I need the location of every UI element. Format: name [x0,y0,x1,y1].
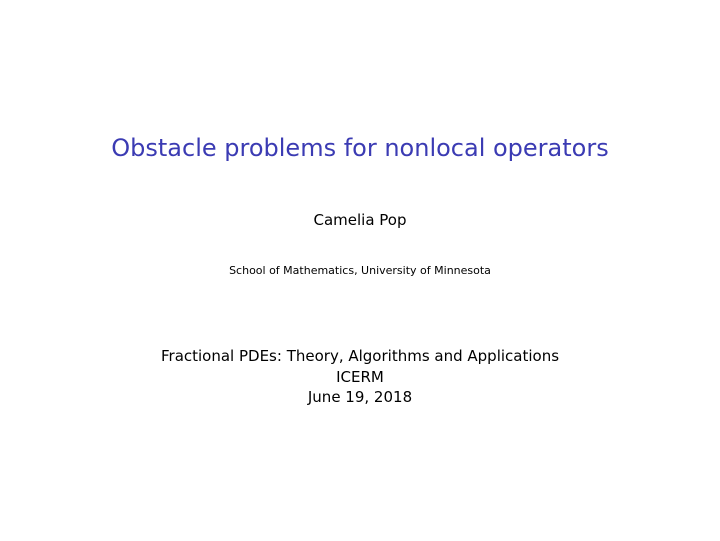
slide-title: Obstacle problems for nonlocal operators [111,134,609,162]
author-affiliation: School of Mathematics, University of Minnesota [229,264,491,277]
event-venue: ICERM [336,368,384,386]
event-date: June 19, 2018 [307,388,413,406]
event-name: Fractional PDEs: Theory, Algorithms and Applications [160,347,560,365]
author-name: Camelia Pop [313,211,407,229]
